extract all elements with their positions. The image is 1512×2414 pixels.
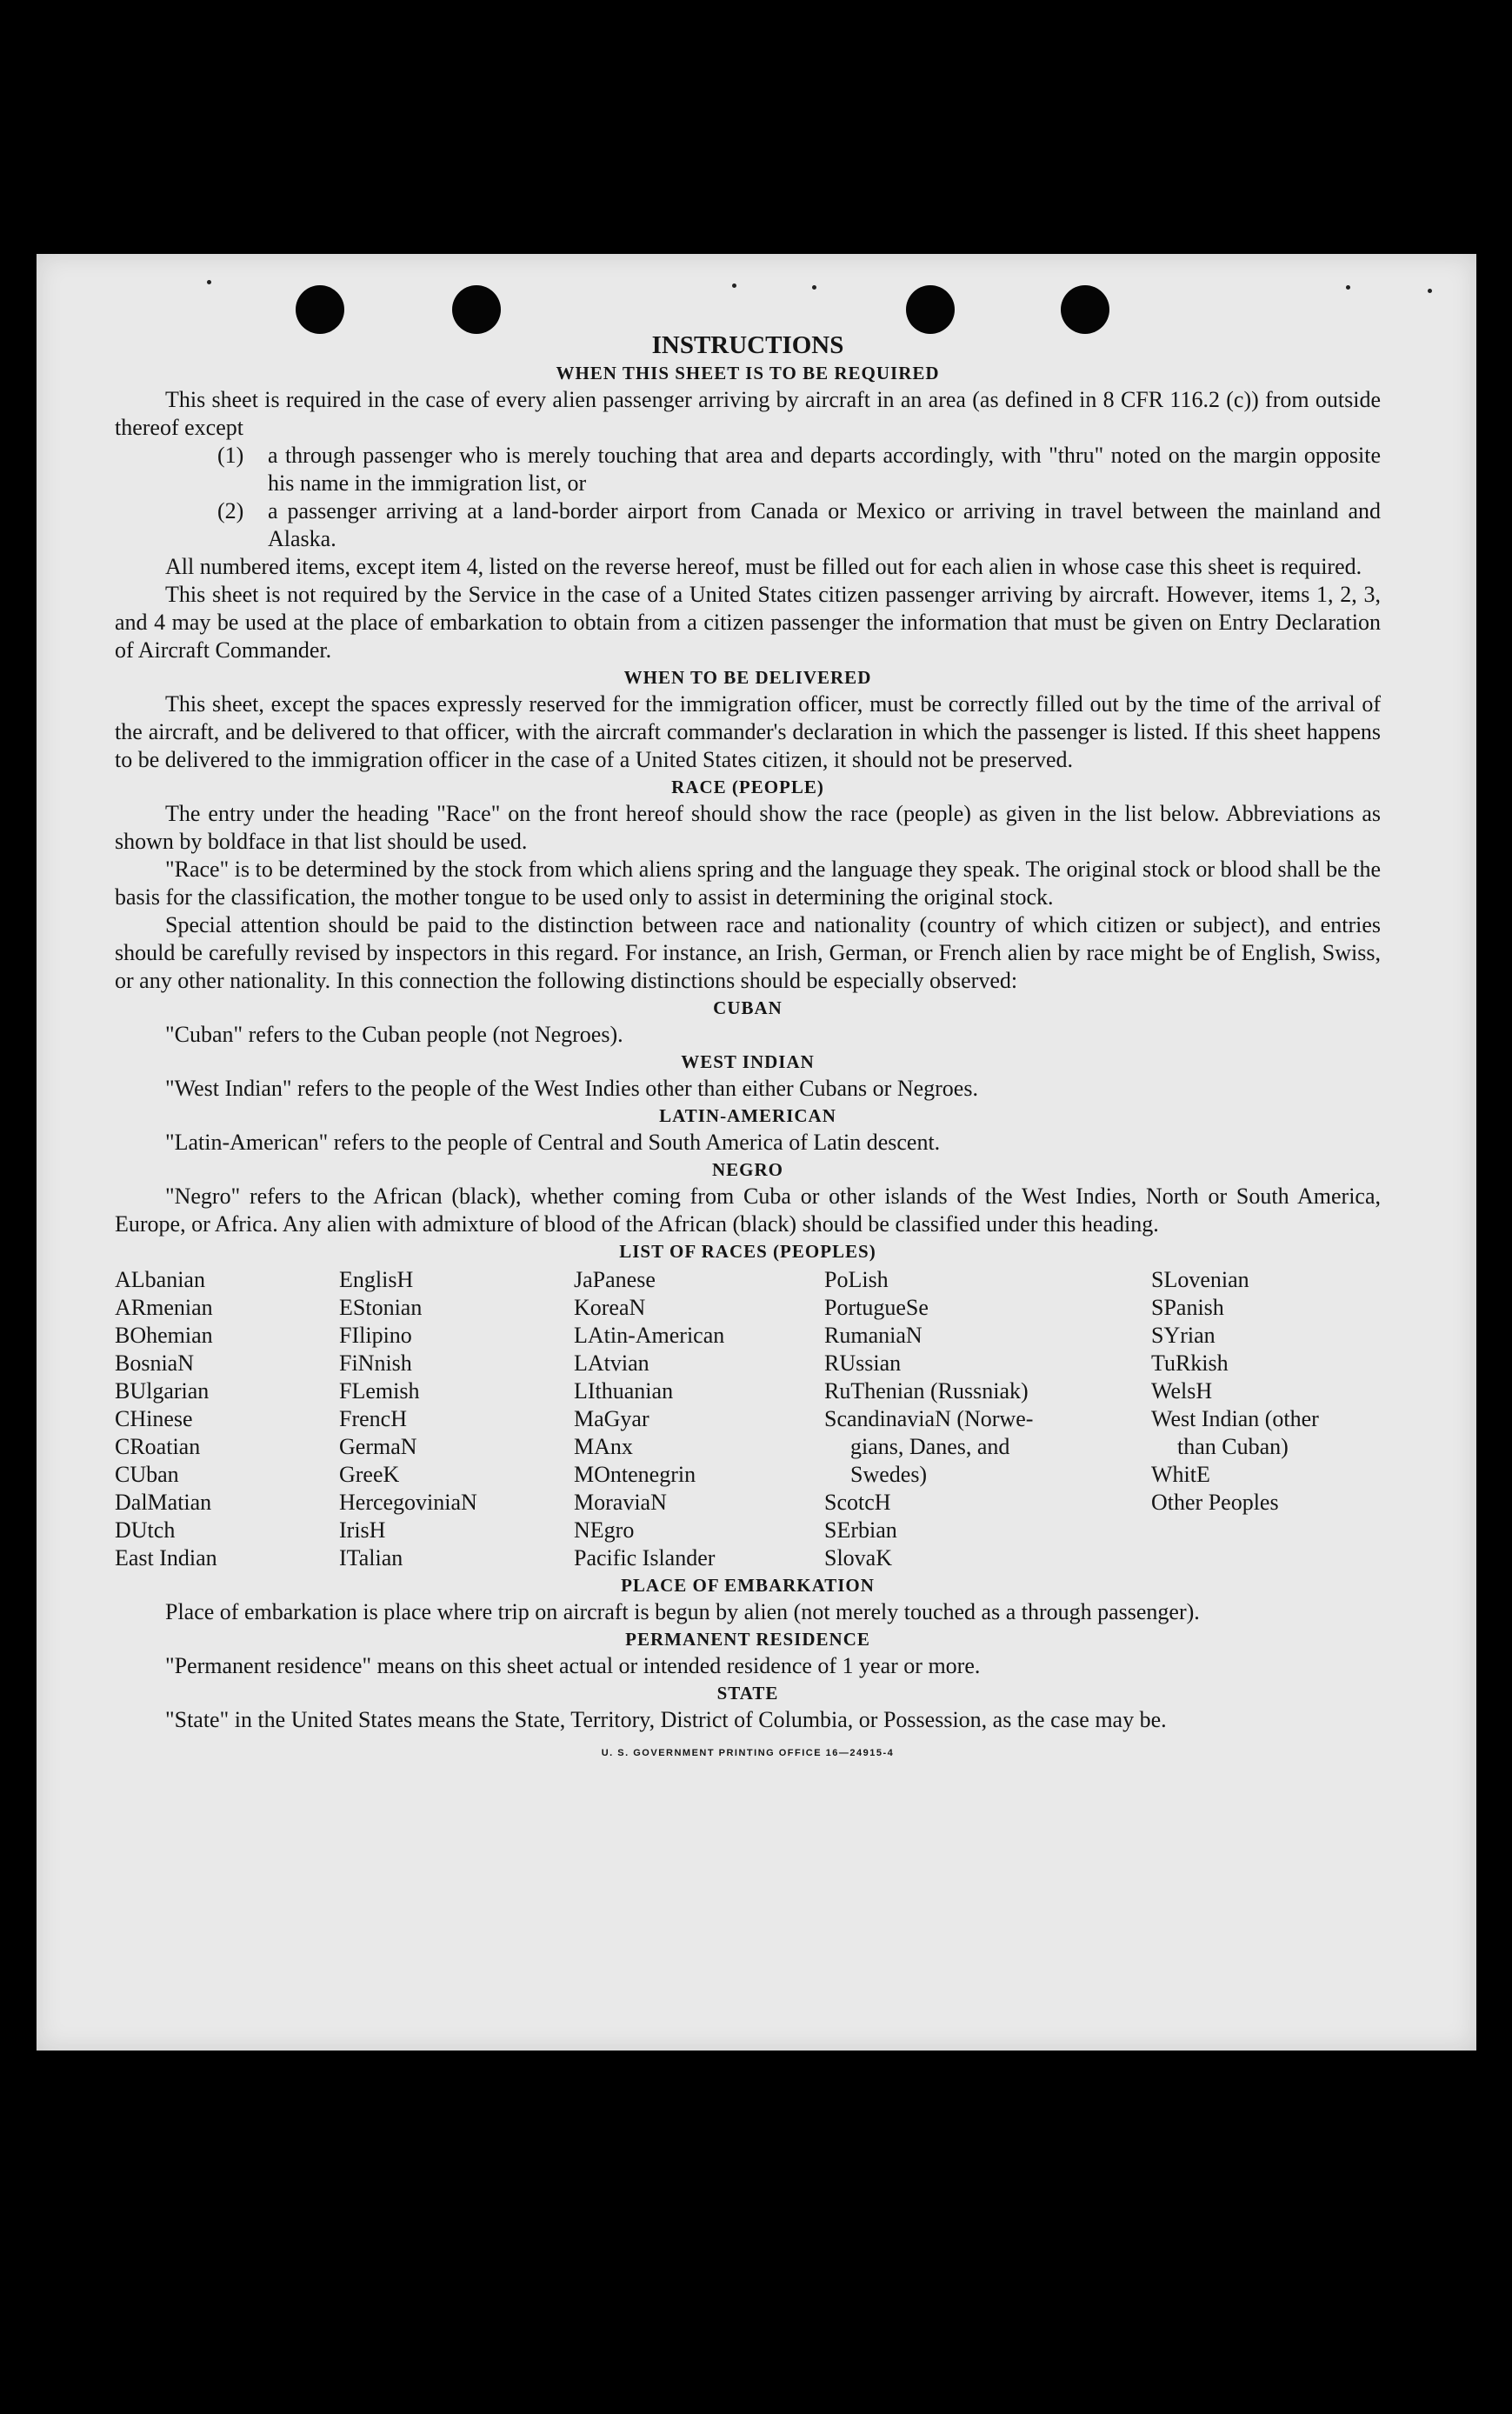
race-entry: RuThenian (Russniak)	[824, 1378, 1029, 1404]
race-column	[115, 1266, 339, 1572]
race-entry: TuRkish	[1151, 1350, 1229, 1376]
heading-negro: NEGRO	[711, 1159, 783, 1180]
race-column	[824, 1266, 1151, 1572]
race-entry: WelsH	[1151, 1378, 1213, 1404]
race-entry: CUban	[115, 1462, 179, 1487]
race-entry: LIthuanian	[574, 1378, 674, 1404]
race-entry: SLovenian	[1151, 1267, 1249, 1292]
item-number: (1)	[217, 443, 244, 468]
punch-hole	[906, 285, 955, 334]
race-entry: BosniaN	[115, 1350, 194, 1376]
race-entry: than Cuban)	[1177, 1434, 1289, 1459]
race-entry: MOntenegrin	[574, 1462, 696, 1487]
race-column	[339, 1266, 574, 1572]
race-entry: LAtin-American	[574, 1323, 725, 1348]
race-entry: NEgro	[574, 1517, 635, 1543]
heading-race: RACE (PEOPLE)	[671, 777, 824, 797]
race-entry: RumaniaN	[824, 1323, 923, 1348]
paragraph: "Permanent residence" means on this sheet actual or intended residence of 1 year or more.	[165, 1653, 981, 1678]
race-entry: DalMatian	[115, 1490, 212, 1515]
item-text: a through passenger who is merely touching that area and departs accordingly, with "thru" noted on the margin opposite his name in the immigration list, or	[268, 443, 1381, 496]
page-title: INSTRUCTIONS	[651, 331, 844, 359]
race-entry: GreeK	[339, 1462, 400, 1487]
speck	[732, 283, 736, 288]
paragraph: All numbered items, except item 4, listed on the reverse hereof, must be filled out for each alien in whose case this sheet is required.	[165, 554, 1362, 579]
paragraph: "State" in the United States means the State, Territory, District of Columbia, or Possession, as the case may be.	[165, 1707, 1167, 1732]
race-entry: Other Peoples	[1151, 1490, 1279, 1515]
race-entry: gians, Danes, and	[850, 1434, 1010, 1459]
race-entry: FrencH	[339, 1406, 407, 1431]
heading-embarkation: PLACE OF EMBARKATION	[621, 1575, 875, 1596]
punch-hole	[296, 285, 344, 334]
heading-state: STATE	[716, 1683, 779, 1704]
race-entry: MaGyar	[574, 1406, 649, 1431]
speck	[812, 285, 816, 290]
paragraph: The entry under the heading "Race" on the front hereof should show the race (people) as given in the list below. Abbreviations as shown by boldface in that list should be used.	[115, 801, 1381, 854]
race-entry: FiNnish	[339, 1350, 412, 1376]
race-entry: Pacific Islander	[574, 1545, 716, 1570]
race-entry: MoraviaN	[574, 1490, 667, 1515]
race-entry: SlovaK	[824, 1545, 892, 1570]
race-entry: BUlgarian	[115, 1378, 210, 1404]
speck	[207, 280, 211, 284]
race-entry: EStonian	[339, 1295, 423, 1320]
race-entry: ALbanian	[115, 1267, 205, 1292]
race-entry: KoreaN	[574, 1295, 646, 1320]
race-entry: FIlipino	[339, 1323, 412, 1348]
heading-latin-american: LATIN-AMERICAN	[659, 1105, 836, 1126]
race-column	[1151, 1266, 1381, 1572]
paragraph: Special attention should be paid to the distinction between race and nationality (country of which citizen or subject), and entries should be carefully revised by inspectors in this regard. For instance, an Irish, German, or French alien by race might be of English, Swiss, or any other nationality. In this connection the following distinctions should be especially observed:	[115, 912, 1381, 993]
race-entry: GermaN	[339, 1434, 417, 1459]
list-item	[115, 442, 1381, 497]
race-entry: SPanish	[1151, 1295, 1224, 1320]
heading-when-delivered: WHEN TO BE DELIVERED	[623, 667, 872, 688]
item-number: (2)	[217, 498, 244, 523]
paragraph: "Cuban" refers to the Cuban people (not Negroes).	[165, 1022, 623, 1047]
race-entry: DUtch	[115, 1517, 176, 1543]
race-entry: IrisH	[339, 1517, 386, 1543]
heading-west-indian: WEST INDIAN	[681, 1051, 815, 1072]
instructions-content	[115, 330, 1381, 1767]
race-entry: RUssian	[824, 1350, 902, 1376]
race-entry: WhitE	[1151, 1462, 1210, 1487]
race-entry: ScotcH	[824, 1490, 891, 1515]
race-entry: BOhemian	[115, 1323, 213, 1348]
item-text: a passenger arriving at a land-border airport from Canada or Mexico or arriving in travel between the mainland and Alaska.	[268, 498, 1381, 551]
race-entry: PortugueSe	[824, 1295, 929, 1320]
speck	[1428, 289, 1432, 293]
race-entry: FLemish	[339, 1378, 420, 1404]
paragraph: This sheet is not required by the Service in the case of a United States citizen passenger arriving by aircraft. However, items 1, 2, 3, and 4 may be used at the place of embarkation to obtain from a citizen passenger the information that must be given on Entry Declaration of Aircraft Commander.	[115, 582, 1381, 663]
paragraph: "Race" is to be determined by the stock from which aliens spring and the language they speak. The original stock or blood shall be the basis for the classification, the mother tongue to be used only to assist in determining the original stock.	[115, 857, 1381, 910]
race-entry: JaPanese	[574, 1267, 656, 1292]
paragraph: Place of embarkation is place where trip on aircraft is begun by alien (not merely touched as a through passenger).	[165, 1599, 1200, 1624]
race-entry: CHinese	[115, 1406, 193, 1431]
race-entry: ScandinaviaN (Norwe-	[824, 1406, 1034, 1431]
heading-when-required: WHEN THIS SHEET IS TO BE REQUIRED	[556, 363, 940, 383]
race-entry: East Indian	[115, 1545, 217, 1570]
punch-hole	[1061, 285, 1109, 334]
document-sheet	[37, 254, 1476, 2051]
race-entry: SErbian	[824, 1517, 897, 1543]
paragraph: "Latin-American" refers to the people of Central and South America of Latin descent.	[165, 1130, 941, 1155]
race-entry: HercegoviniaN	[339, 1490, 477, 1515]
heading-permanent-residence: PERMANENT RESIDENCE	[625, 1629, 870, 1650]
punch-hole	[452, 285, 501, 334]
race-entry: LAtvian	[574, 1350, 649, 1376]
paragraph: "Negro" refers to the African (black), whether coming from Cuba or other islands of the West Indies, North or South America, Europe, or Africa. Any alien with admixture of blood of the African (black) should be classified under this heading.	[115, 1184, 1381, 1237]
race-column	[574, 1266, 824, 1572]
heading-cuban: CUBAN	[713, 997, 783, 1018]
printing-office-footer: U. S. GOVERNMENT PRINTING OFFICE 16—24915-4	[601, 1748, 895, 1758]
paragraph: This sheet is required in the case of every alien passenger arriving by aircraft in an area (as defined in 8 CFR 116.2 (c)) from outside thereof except	[115, 387, 1381, 440]
race-entry: MAnx	[574, 1434, 633, 1459]
list-item	[115, 497, 1381, 553]
race-entry: CRoatian	[115, 1434, 201, 1459]
race-entry: Swedes)	[850, 1462, 928, 1487]
paragraph: This sheet, except the spaces expressly reserved for the immigration officer, must be correctly filled out by the time of the arrival of the aircraft, and be delivered to that officer, with the aircraft commander's declaration in which the passenger is listed. If this sheet happens to be delivered to the immigration officer in the case of a United States citizen, it should not be preserved.	[115, 691, 1381, 772]
speck	[1346, 285, 1350, 290]
race-entry: PoLish	[824, 1267, 889, 1292]
race-entry: SYrian	[1151, 1323, 1216, 1348]
race-entry: West Indian (other	[1151, 1406, 1319, 1431]
heading-list-of-races: LIST OF RACES (PEOPLES)	[619, 1241, 876, 1262]
race-entry: EnglisH	[339, 1267, 414, 1292]
race-entry: ITalian	[339, 1545, 403, 1570]
paragraph: "West Indian" refers to the people of the West Indies other than either Cubans or Negroes.	[165, 1076, 978, 1101]
race-entry: ARmenian	[115, 1295, 213, 1320]
race-list	[115, 1266, 1381, 1572]
